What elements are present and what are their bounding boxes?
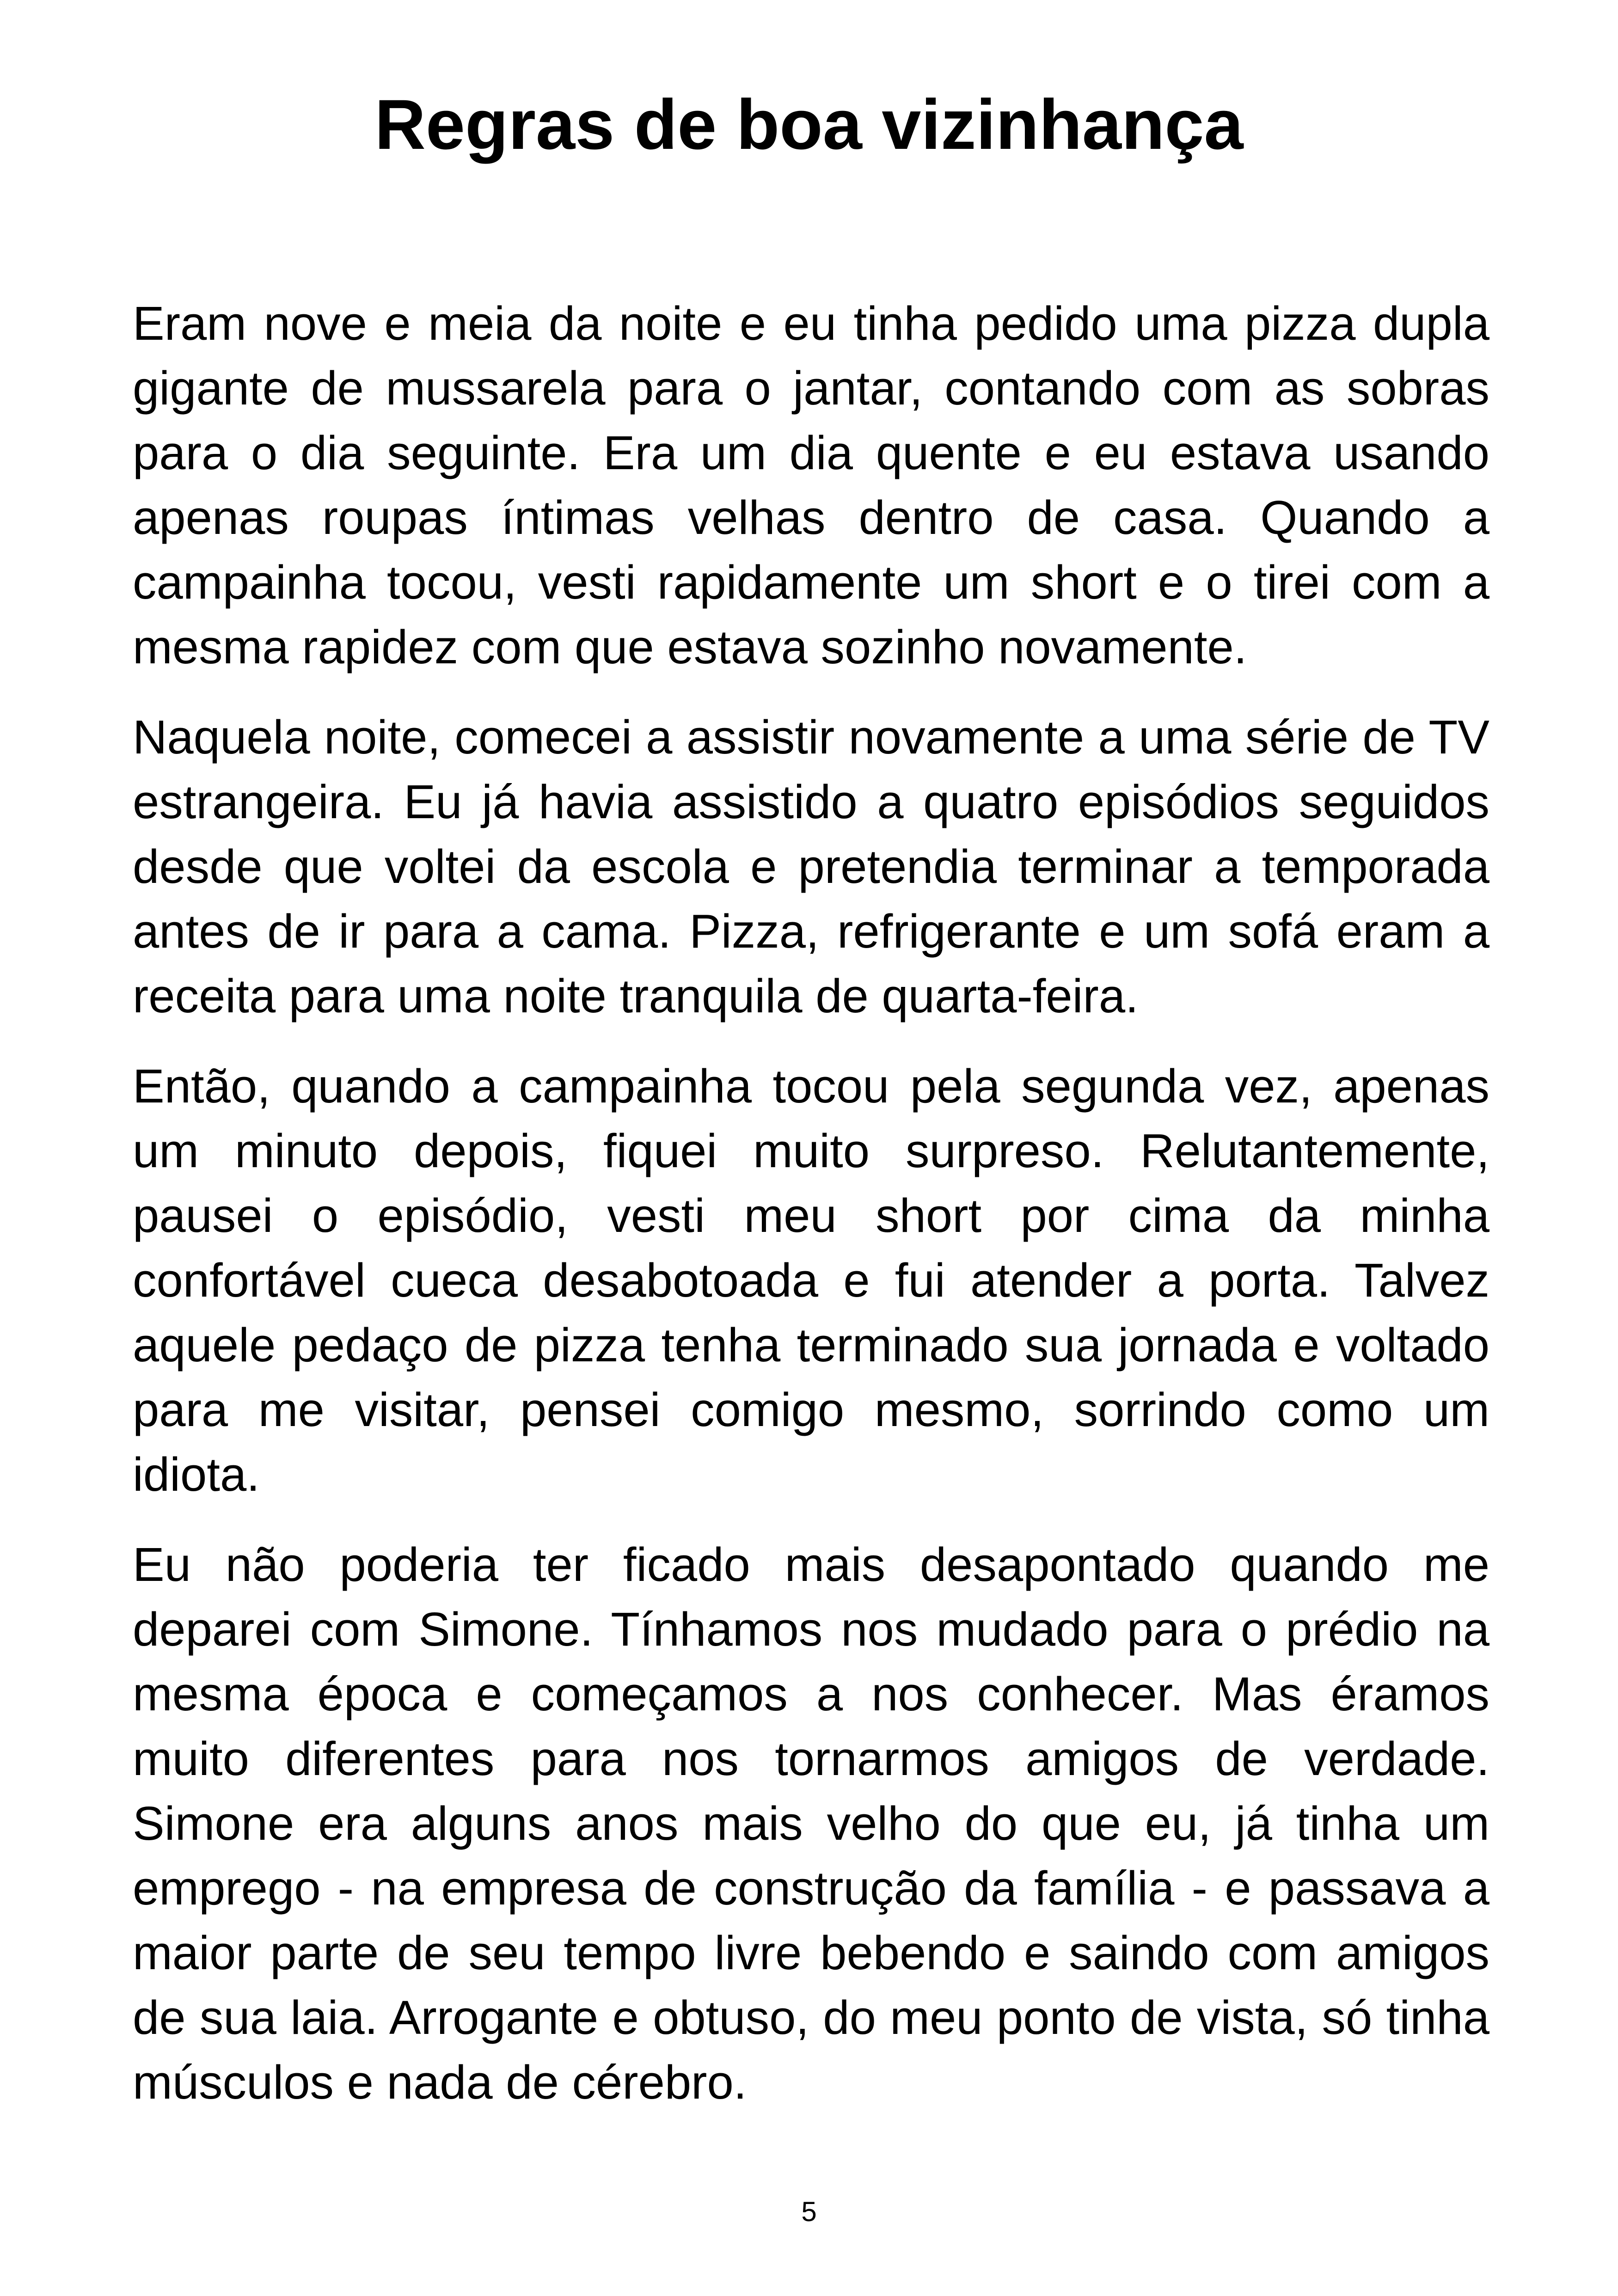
paragraph-2: Naquela noite, comecei a assistir novamente a uma série de TV estrangeira. Eu já havia assistido a quatro episódios seguidos desde que voltei da escola e pretendia terminar a temporada antes de ir para a cama. Pizza, refrigerante e um sofá eram a receita para uma noite tranquila de quarta-feira.: [133, 710, 1489, 1022]
paragraph-3: Então, quando a campainha tocou pela segunda vez, apenas um minuto depois, fiquei muito surpreso. Relutantemente, pausei o episódio, vesti meu short por cima da minha confortável cueca desabotoada e fui atender a porta. Talvez aquele pedaço de pizza tenha terminado sua jornada e voltado para me visitar, pensei comigo mesmo, sorrindo como um idiota.: [133, 1059, 1489, 1501]
page-title: Regras de boa vizinhança: [374, 85, 1244, 164]
page-number: 5: [801, 2196, 817, 2227]
paragraph-4: Eu não poderia ter ficado mais desapontado quando me deparei com Simone. Tínhamos nos mudado para o prédio na mesma época e começamos a nos conhecer. Mas éramos muito diferentes para nos tornarmos amigos de verdade. Simone era alguns anos mais velho do que eu, já tinha um emprego - na empresa de construção da família - e passava a maior parte de seu tempo livre bebendo e saindo com amigos de sua laia. Arrogante e obtuso, do meu ponto de vista, só tinha músculos e nada de cérebro.: [133, 1538, 1489, 2109]
body-text: [133, 291, 1489, 2140]
paragraph-1: Eram nove e meia da noite e eu tinha pedido uma pizza dupla gigante de mussarela para o jantar, contando com as sobras para o dia seguinte. Era um dia quente e eu estava usando apenas roupas íntimas velhas dentro de casa. Quando a campainha tocou, vesti rapidamente um short e o tirei com a mesma rapidez com que estava sozinho novamente.: [133, 297, 1489, 673]
